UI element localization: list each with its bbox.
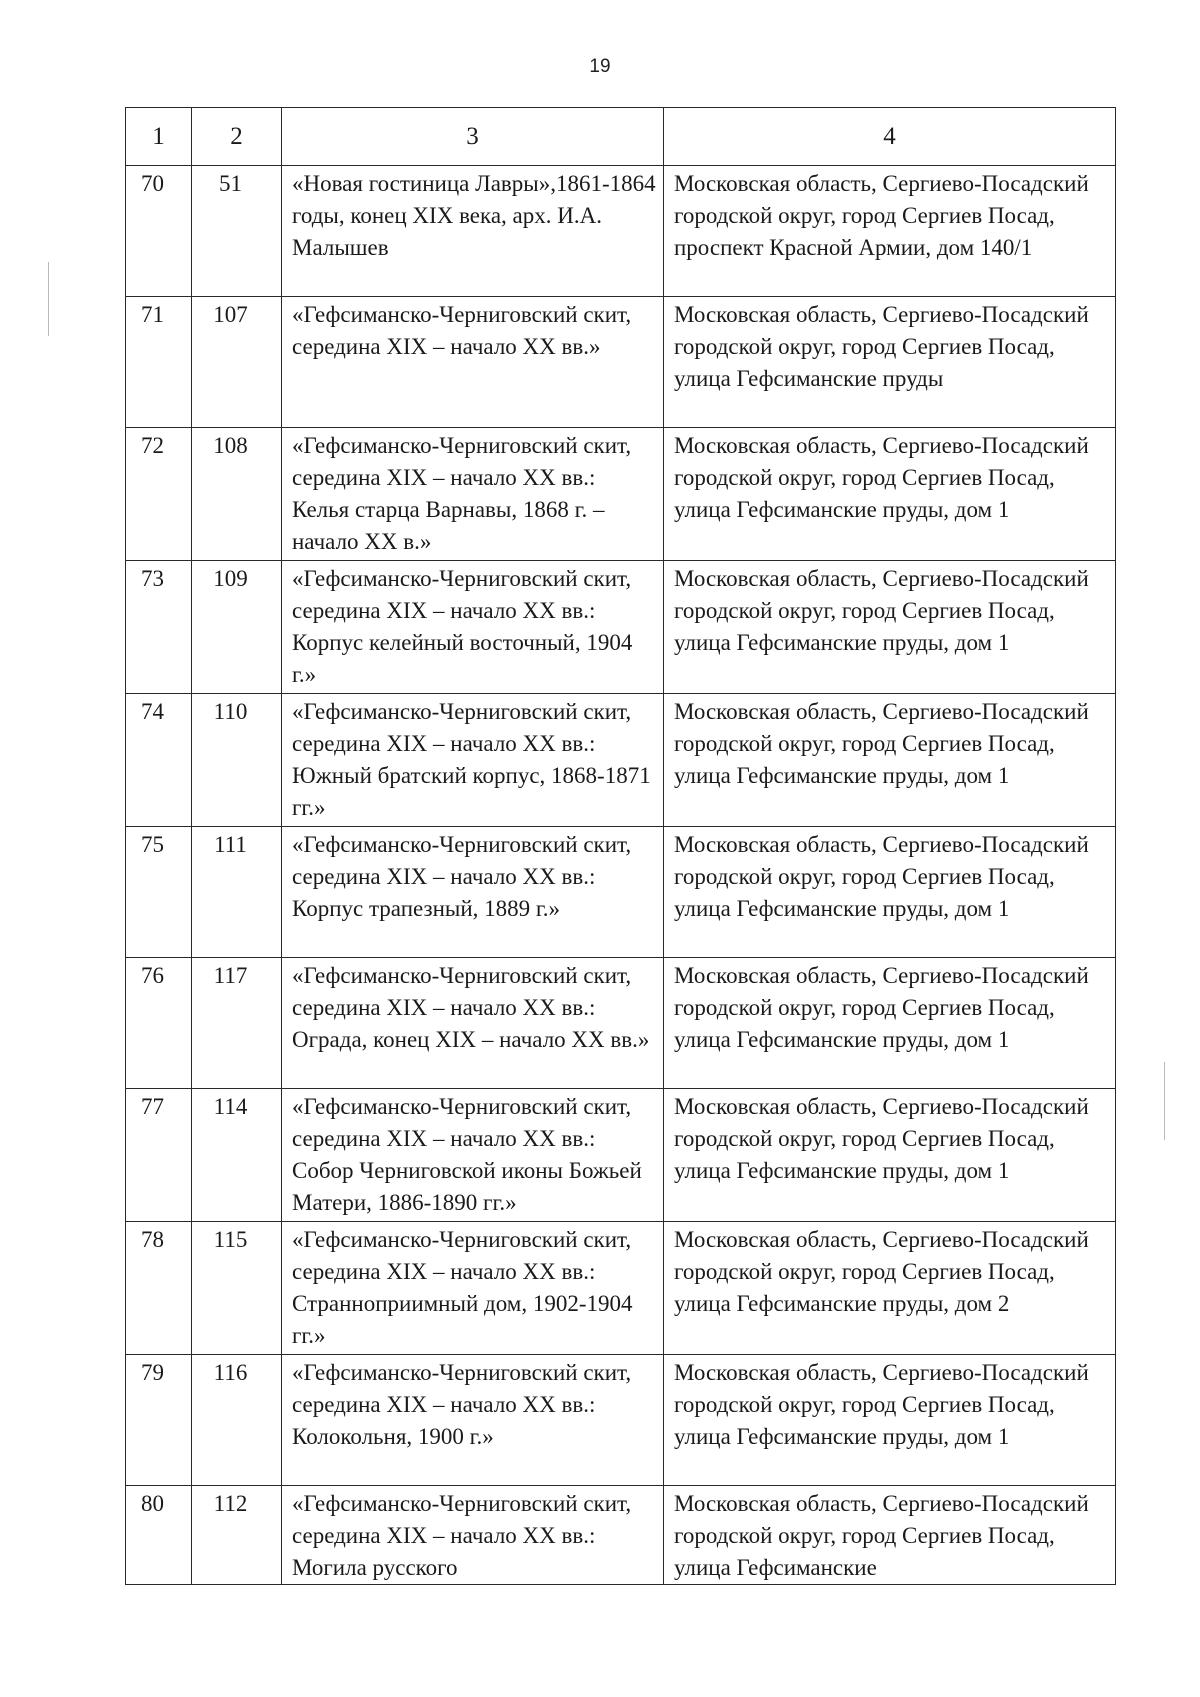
object-number-cell: 114 bbox=[192, 1089, 282, 1222]
object-address-cell: Московская область, Сергиево-Посадский городской округ, город Сергиев Посад, улица Гефсиманские пруды, дом 1 bbox=[664, 1355, 1116, 1486]
object-number-cell: 107 bbox=[192, 297, 282, 428]
table-row bbox=[126, 1089, 1116, 1222]
object-number-cell: 115 bbox=[192, 1222, 282, 1355]
object-address-cell: Московская область, Сергиево-Посадский городской округ, город Сергиев Посад, улица Гефсиманские пруды bbox=[664, 297, 1116, 428]
page-number: 19 bbox=[589, 56, 611, 77]
object-name-cell: «Гефсиманско-Черниговский скит, середина XIX – начало XX вв.: Странноприимный дом, 1902-1904 гг.» bbox=[282, 1222, 664, 1355]
row-number-cell: 73 bbox=[126, 561, 192, 694]
column-header: 3 bbox=[282, 108, 664, 166]
object-name-cell: «Гефсиманско-Черниговский скит, середина XIX – начало XX вв.: Могила русского bbox=[282, 1486, 664, 1585]
object-number-cell: 108 bbox=[192, 428, 282, 561]
row-number-cell: 70 bbox=[126, 166, 192, 297]
table-row bbox=[126, 694, 1116, 827]
table-row bbox=[126, 1486, 1116, 1585]
object-address-cell: Московская область, Сергиево-Посадский городской округ, город Сергиев Посад, улица Гефсиманские пруды, дом 2 bbox=[664, 1222, 1116, 1355]
row-number-cell: 79 bbox=[126, 1355, 192, 1486]
row-number-cell: 74 bbox=[126, 694, 192, 827]
object-number-cell: 116 bbox=[192, 1355, 282, 1486]
object-name-cell: «Гефсиманско-Черниговский скит, середина XIX – начало XX вв.: Корпус трапезный, 1889 г.» bbox=[282, 827, 664, 958]
object-number-cell: 110 bbox=[192, 694, 282, 827]
column-header: 4 bbox=[664, 108, 1116, 166]
object-number-cell: 111 bbox=[192, 827, 282, 958]
column-header: 1 bbox=[126, 108, 192, 166]
object-name-cell: «Гефсиманско-Черниговский скит, середина XIX – начало XX вв.: Корпус келейный восточный, 1904 г.» bbox=[282, 561, 664, 694]
object-address-cell: Московская область, Сергиево-Посадский городской округ, город Сергиев Посад, улица Гефсиманские bbox=[664, 1486, 1116, 1585]
table-row bbox=[126, 958, 1116, 1089]
table-row bbox=[126, 827, 1116, 958]
row-number-cell: 76 bbox=[126, 958, 192, 1089]
heritage-objects-table bbox=[125, 107, 1116, 1585]
object-name-cell: «Новая гостиница Лавры»,1861-1864 годы, конец XIX века, арх. И.А. Малышев bbox=[282, 166, 664, 297]
table-header-row bbox=[126, 108, 1116, 166]
row-number-cell: 80 bbox=[126, 1486, 192, 1585]
object-address-cell: Московская область, Сергиево-Посадский городской округ, город Сергиев Посад, улица Гефсиманские пруды, дом 1 bbox=[664, 694, 1116, 827]
object-number-cell: 117 bbox=[192, 958, 282, 1089]
column-header: 2 bbox=[192, 108, 282, 166]
scan-mark bbox=[48, 262, 49, 336]
table-row bbox=[126, 1355, 1116, 1486]
object-name-cell: «Гефсиманско-Черниговский скит, середина XIX – начало XX вв.: Ограда, конец XIX – начало XX вв.» bbox=[282, 958, 664, 1089]
row-number-cell: 75 bbox=[126, 827, 192, 958]
row-number-cell: 71 bbox=[126, 297, 192, 428]
object-name-cell: «Гефсиманско-Черниговский скит, середина XIX – начало XX вв.: Собор Черниговской иконы Божьей Матери, 1886-1890 гг.» bbox=[282, 1089, 664, 1222]
object-name-cell: «Гефсиманско-Черниговский скит, середина XIX – начало XX вв.» bbox=[282, 297, 664, 428]
object-name-cell: «Гефсиманско-Черниговский скит, середина XIX – начало XX вв.: Южный братский корпус, 1868-1871 гг.» bbox=[282, 694, 664, 827]
object-number-cell: 109 bbox=[192, 561, 282, 694]
object-address-cell: Московская область, Сергиево-Посадский городской округ, город Сергиев Посад, улица Гефсиманские пруды, дом 1 bbox=[664, 958, 1116, 1089]
object-number-cell: 112 bbox=[192, 1486, 282, 1585]
row-number-cell: 77 bbox=[126, 1089, 192, 1222]
object-name-cell: «Гефсиманско-Черниговский скит, середина XIX – начало XX вв.: Колокольня, 1900 г.» bbox=[282, 1355, 664, 1486]
row-number-cell: 72 bbox=[126, 428, 192, 561]
table-row bbox=[126, 561, 1116, 694]
object-address-cell: Московская область, Сергиево-Посадский городской округ, город Сергиев Посад, проспект Красной Армии, дом 140/1 bbox=[664, 166, 1116, 297]
table-row bbox=[126, 166, 1116, 297]
object-address-cell: Московская область, Сергиево-Посадский городской округ, город Сергиев Посад, улица Гефсиманские пруды, дом 1 bbox=[664, 561, 1116, 694]
scan-mark bbox=[1164, 1062, 1165, 1140]
table-row bbox=[126, 297, 1116, 428]
object-address-cell: Московская область, Сергиево-Посадский городской округ, город Сергиев Посад, улица Гефсиманские пруды, дом 1 bbox=[664, 1089, 1116, 1222]
object-address-cell: Московская область, Сергиево-Посадский городской округ, город Сергиев Посад, улица Гефсиманские пруды, дом 1 bbox=[664, 428, 1116, 561]
object-name-cell: «Гефсиманско-Черниговский скит, середина XIX – начало XX вв.: Келья старца Варнавы, 1868 г. – начало XX в.» bbox=[282, 428, 664, 561]
table-row bbox=[126, 1222, 1116, 1355]
table-row bbox=[126, 428, 1116, 561]
object-number-cell: 51 bbox=[192, 166, 282, 297]
object-address-cell: Московская область, Сергиево-Посадский городской округ, город Сергиев Посад, улица Гефсиманские пруды, дом 1 bbox=[664, 827, 1116, 958]
row-number-cell: 78 bbox=[126, 1222, 192, 1355]
